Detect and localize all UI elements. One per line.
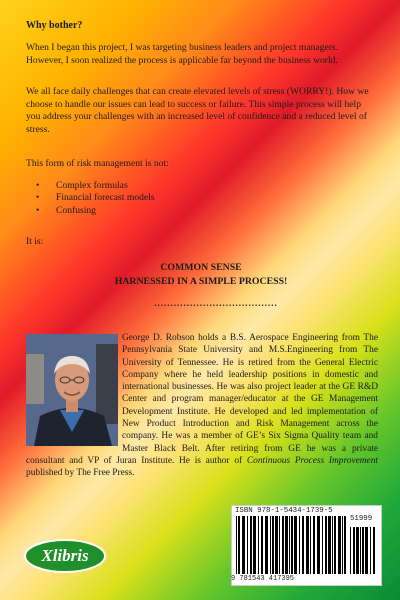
bio-text-end: published by The Free Press. bbox=[26, 468, 135, 479]
price-code: 51999 bbox=[350, 515, 373, 523]
section-heading: Why bother? bbox=[26, 20, 83, 31]
risk-management-intro: This form of risk management is not: bbox=[26, 158, 169, 169]
bullet-dot-icon: • bbox=[36, 204, 40, 216]
slogan-line-1: COMMON SENSE bbox=[160, 262, 242, 273]
book-title: Continuous Process Improvement bbox=[246, 455, 378, 466]
bullet-text: Financial forecast models bbox=[56, 192, 155, 204]
bullet-list bbox=[36, 180, 155, 217]
dotted-divider: ...................................... bbox=[154, 298, 278, 308]
it-is-label: It is: bbox=[26, 236, 44, 247]
barcode-digits: 9 781543 417395 bbox=[231, 575, 295, 583]
publisher-logo bbox=[24, 538, 106, 574]
bullet-dot-icon: • bbox=[36, 180, 40, 191]
publisher-name: Xlibris bbox=[41, 546, 89, 565]
bullet-text: Confusing bbox=[56, 204, 96, 216]
bullet-item bbox=[36, 192, 155, 204]
bullet-item bbox=[36, 180, 155, 192]
price-bars-icon bbox=[350, 527, 376, 574]
bullet-dot-icon: • bbox=[36, 192, 40, 204]
author-bio bbox=[26, 332, 378, 480]
bullet-text: Complex formulas bbox=[56, 180, 128, 191]
barcode-bars-icon bbox=[236, 516, 346, 574]
intro-paragraph: When I began this project, I was targeting business leaders and project managers. However, I soon realized the process is applicable far beyond the business world. bbox=[26, 42, 339, 66]
stress-paragraph: We all face daily challenges that can create elevated levels of stress (WORRY!). How we choose to handle our issues can lead to success or failure. This simple process will help you address your challenges with an increased level of confidence and a reduced level of stress. bbox=[26, 86, 369, 135]
bio-text: George D. Robson holds a B.S. Aerospace Engineering from The Pennsylvania State University and M.S.Engineering from The University of Tennessee. He is retired from the General Electric Company where he held leadership positions in domestic and international businesses. He was also project leader at the GE R&D Center and program manager/educator at the GE Management Development Institute. He developed and led implementation of New Product Introduction and Risk Management across the company. He was a member of GE’s Six Sigma Quality team and Master Black Belt. After retiring from GE he was a private consultant and VP of Juran Institute. He is author of bbox=[26, 333, 378, 466]
bullet-item bbox=[36, 205, 155, 217]
slogan-line-2: HARNESSED IN A SIMPLE PROCESS! bbox=[114, 276, 288, 287]
isbn-label: ISBN 978-1-5434-1739-5 bbox=[235, 507, 333, 515]
